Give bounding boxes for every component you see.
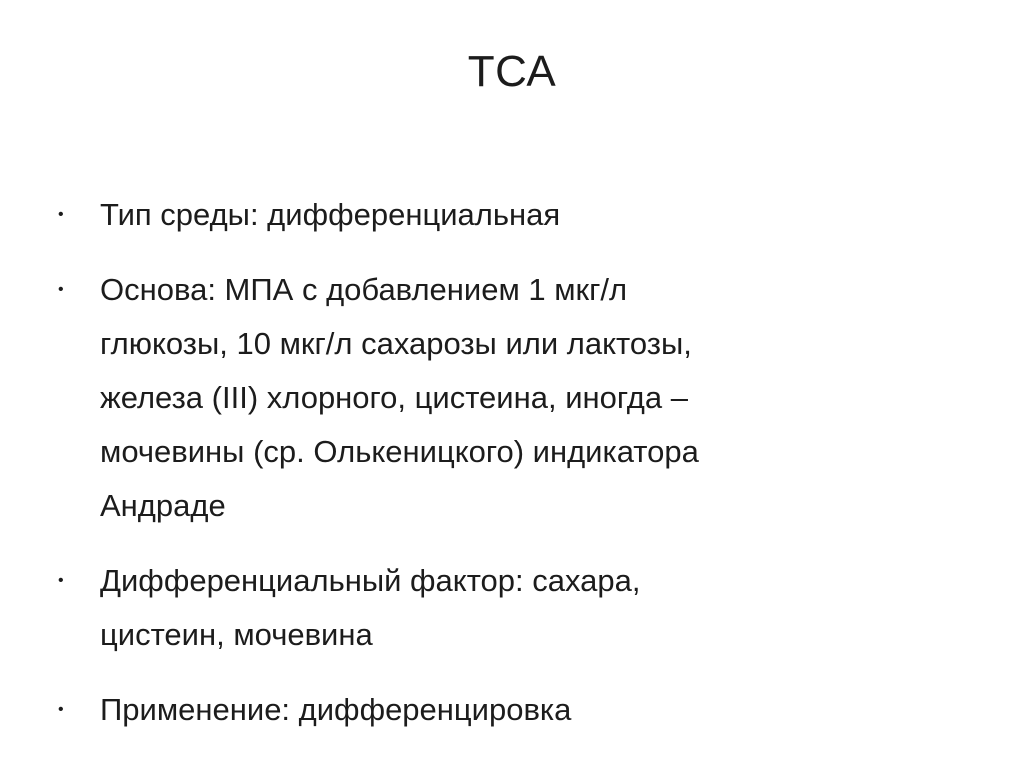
bullet-line: железа (III) хлорного, цистеина, иногда –: [100, 380, 688, 415]
bullet-dot-icon: [58, 554, 68, 608]
bullet-line: Основа: МПА с добавлением 1 мкг/л: [100, 272, 628, 307]
bullet-list: [58, 188, 958, 758]
bullet-line: Дифференциальный фактор: сахара,: [100, 563, 641, 598]
bullet-item-medium-type: [58, 188, 958, 242]
bullet-line: Применение: дифференцировка: [100, 692, 572, 727]
bullet-line: мочевины (ср. Олькеницкого) индикатора: [100, 434, 699, 469]
bullet-item-base: [58, 263, 958, 533]
bullet-line: Тип среды: дифференциальная: [100, 197, 561, 232]
bullet-dot-icon: [58, 263, 68, 317]
bullet-line: глюкозы, 10 мкг/л сахарозы или лактозы,: [100, 326, 692, 361]
bullet-item-differential-factor: [58, 554, 958, 662]
bullet-item-application: [58, 683, 958, 737]
bullet-dot-icon: [58, 683, 68, 737]
bullet-line: Андраде: [100, 488, 226, 523]
slide-title: ТСА: [467, 47, 557, 96]
bullet-dot-icon: [58, 188, 68, 242]
bullet-line: цистеин, мочевина: [100, 617, 373, 652]
